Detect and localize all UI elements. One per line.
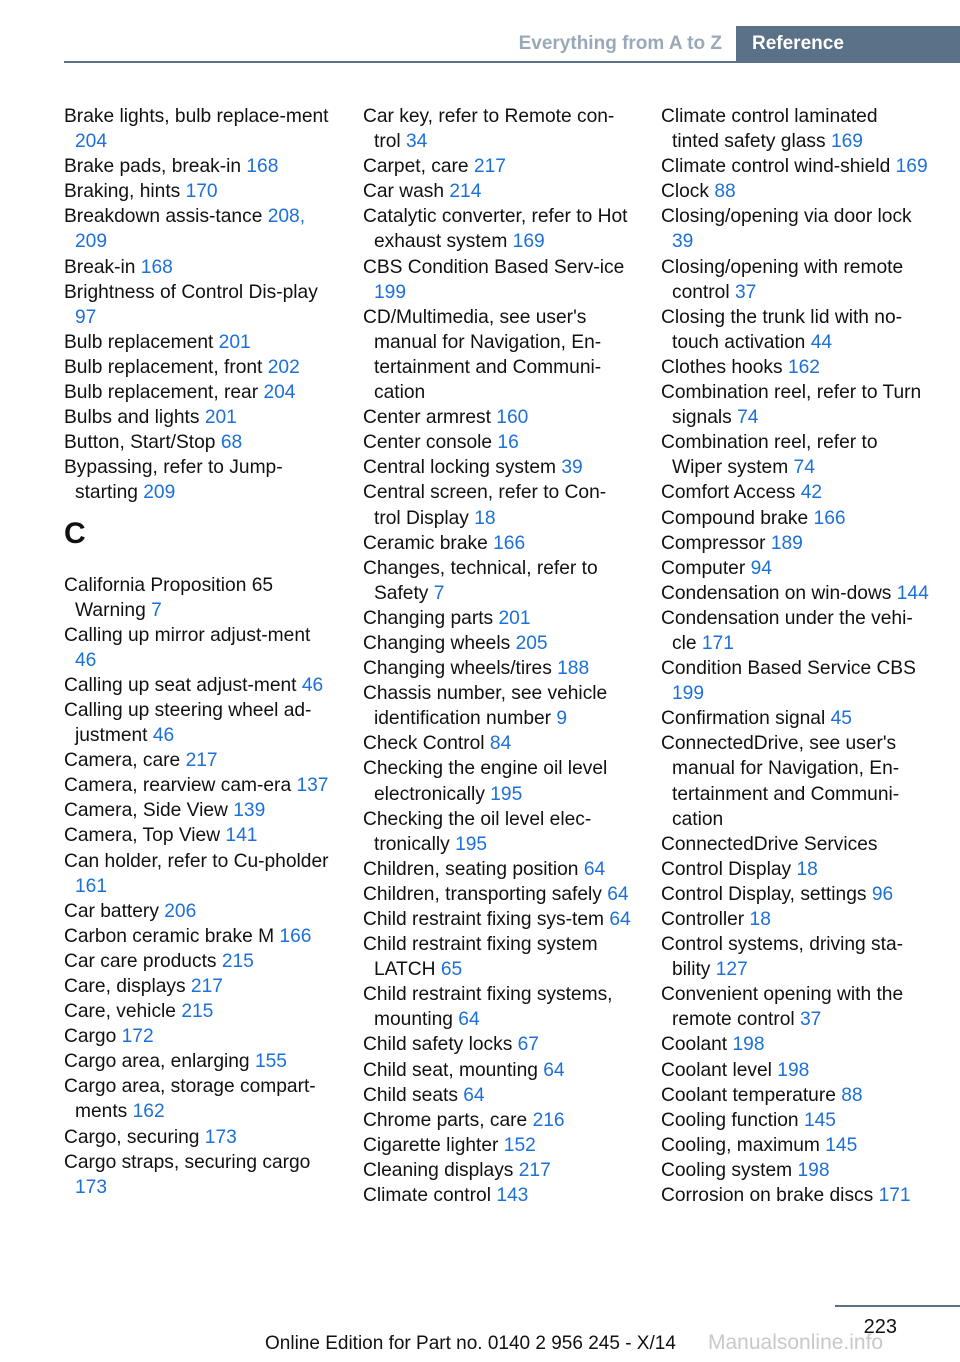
page-link[interactable]: 198 (777, 1059, 810, 1081)
page-link[interactable]: 162 (132, 1101, 165, 1123)
index-entry (661, 1133, 929, 1158)
index-entry (363, 1083, 631, 1108)
entry-term: CD/Multimedia, see user's manual for Navigation, En‐tertainment and Communi‐cation (363, 306, 602, 404)
page-link[interactable]: 166 (493, 532, 526, 554)
index-entry (661, 1183, 929, 1208)
page-link[interactable]: 44 (810, 331, 833, 353)
page-link[interactable]: 173 (75, 1176, 108, 1198)
entry-term: Child restraint fixing sys‐tem (363, 909, 604, 930)
entry-term: Computer (661, 557, 746, 579)
entry-term: Convenient opening with the remote control (661, 984, 904, 1031)
page-link[interactable]: 204 (263, 382, 296, 404)
page-link[interactable]: 208, 209 (75, 206, 306, 253)
page-link[interactable]: 64 (543, 1059, 565, 1081)
index-entry (661, 305, 929, 355)
entry-term: Ceramic brake (363, 532, 488, 554)
page-link[interactable]: 172 (121, 1026, 154, 1048)
page-link[interactable]: 18 (796, 858, 818, 880)
index-entry (661, 606, 929, 656)
page-link[interactable]: 94 (750, 557, 772, 579)
entry-term: Bulb replacement, rear (64, 382, 259, 404)
entry-term: Check Control (363, 733, 485, 755)
entry-term: Brake lights, bulb replace‐ment (64, 106, 329, 127)
index-entry (363, 606, 631, 631)
entry-term: Brightness of Control Dis‐play (64, 281, 318, 303)
page-link[interactable]: 199 (374, 281, 407, 303)
index-entry (64, 104, 332, 154)
index-column-3 (661, 104, 929, 1208)
index-entry (363, 305, 631, 405)
page-link[interactable]: 9 (556, 708, 568, 730)
entry-term: Cooling system (661, 1159, 793, 1181)
entry-term: Condensation under the vehi‐cle (661, 607, 913, 654)
entry-term: Cargo (64, 1026, 117, 1048)
index-entry (64, 1074, 332, 1124)
entry-term: ConnectedDrive Services (661, 833, 878, 855)
page-link[interactable]: 204 (75, 131, 108, 153)
index-entry (363, 1032, 631, 1057)
entry-term: Climate control laminated tinted safety glass (661, 106, 878, 153)
page-header (519, 26, 960, 62)
index-entry (64, 179, 332, 204)
entry-term: Changing wheels (363, 632, 511, 654)
page-link[interactable]: 96 (871, 883, 894, 905)
entry-term: Calling up mirror adjust‐ment (64, 624, 311, 646)
entry-term: Braking, hints (64, 181, 181, 203)
entry-term: Chrome parts, care (363, 1109, 528, 1131)
index-entry (363, 982, 631, 1032)
page-link[interactable]: 46 (75, 649, 97, 671)
index-entry (363, 857, 631, 882)
page-link[interactable]: 18 (749, 909, 771, 930)
index-entry (363, 1133, 631, 1158)
page-link[interactable]: 34 (406, 131, 428, 153)
page-link[interactable]: 64 (458, 1009, 480, 1031)
entry-term: Child restraint fixing systems, mounting (363, 984, 613, 1031)
index-entry (363, 556, 631, 606)
index-entry (363, 1158, 631, 1183)
index-entry (64, 380, 332, 405)
entry-term: Calling up steering wheel ad‐justment (64, 699, 312, 747)
page-link[interactable]: 169 (830, 131, 863, 153)
index-entry (64, 1024, 332, 1049)
entry-term: Cargo area, enlarging (64, 1051, 250, 1073)
entry-term: Central locking system (363, 457, 557, 479)
page-link[interactable]: 169 (895, 156, 928, 178)
entry-term: Calling up seat adjust‐ment (64, 674, 297, 696)
chapter-tab: Reference (736, 26, 960, 62)
entry-term: Cargo, securing (64, 1126, 200, 1148)
index-entry (363, 154, 631, 179)
page-link[interactable]: 171 (878, 1185, 911, 1207)
index-entry (661, 430, 929, 480)
page-link[interactable]: 139 (233, 800, 266, 822)
entry-term: Corrosion on brake discs (661, 1185, 874, 1207)
page-link[interactable]: 88 (714, 181, 736, 203)
entry-term: Children, seating position (363, 858, 579, 880)
index-entry (64, 823, 332, 848)
index-entry (363, 204, 631, 254)
entry-term: Central screen, refer to Con‐trol Display (363, 482, 607, 529)
index-entry (661, 1158, 929, 1183)
entry-term: Changing wheels/tires (363, 658, 552, 680)
index-entry (363, 179, 631, 204)
entry-term: Cargo area, storage compart‐ments (64, 1076, 316, 1123)
entry-term: Bulb replacement (64, 331, 214, 353)
entry-term: Confirmation signal (661, 708, 826, 730)
index-entry (64, 673, 332, 698)
index-entry (64, 430, 332, 455)
page-link[interactable]: 217 (473, 156, 506, 178)
page-link[interactable]: 39 (672, 231, 694, 253)
index-entry (363, 807, 631, 857)
entry-term: Control Display (661, 858, 792, 880)
index-entry (363, 405, 631, 430)
entry-term: Child seat, mounting (363, 1059, 538, 1081)
index-entry (363, 104, 631, 154)
index-entry (661, 506, 929, 531)
page-link[interactable]: 166 (279, 925, 312, 947)
page-link[interactable]: 88 (841, 1084, 863, 1106)
header-rule (64, 61, 960, 63)
page-link[interactable]: 217 (518, 1159, 551, 1181)
entry-term: Car battery (64, 900, 159, 922)
page-link[interactable]: 65 (440, 959, 463, 981)
page-link[interactable]: 171 (701, 632, 734, 654)
page-link[interactable]: 160 (496, 407, 529, 429)
index-entry (661, 355, 929, 380)
index-entry (661, 832, 929, 857)
entry-term: Car key, refer to Remote con‐trol (363, 106, 615, 153)
page-link[interactable]: 201 (218, 331, 251, 353)
index-entry (64, 849, 332, 899)
index-entry (64, 623, 332, 673)
index-entry (64, 1125, 332, 1150)
page-link[interactable]: 205 (515, 632, 548, 654)
page-link[interactable]: 144 (896, 582, 929, 604)
page-link[interactable]: 64 (607, 883, 629, 905)
entry-term: Comfort Access (661, 482, 796, 504)
entry-term: Chassis number, see vehicle identification number (363, 683, 608, 730)
index-entry (363, 531, 631, 556)
page-link[interactable]: 7 (151, 599, 162, 621)
page-link[interactable]: 188 (557, 658, 590, 680)
page-link[interactable]: 161 (75, 875, 108, 897)
entry-term: Coolant level (661, 1059, 772, 1081)
index-entry (363, 430, 631, 455)
index-entry (64, 949, 332, 974)
index-entry (363, 681, 631, 731)
page-link[interactable]: 46 (301, 674, 324, 696)
entry-term: Bulb replacement, front (64, 356, 263, 378)
page-link[interactable]: 141 (225, 825, 258, 847)
page-link[interactable]: 18 (474, 507, 496, 529)
index-entry (363, 882, 631, 907)
entry-term: Control systems, driving sta‐bility (661, 934, 904, 981)
entry-term: Can holder, refer to Cu‐pholder (64, 850, 329, 872)
page-link[interactable]: 168 (246, 156, 279, 178)
entry-term: Care, vehicle (64, 1001, 176, 1023)
entry-term: Child restraint fixing system LATCH (363, 934, 598, 981)
page-link[interactable]: 46 (152, 725, 175, 747)
index-entry (661, 204, 929, 254)
page-link[interactable]: 64 (609, 909, 631, 930)
index-entry (661, 982, 929, 1032)
page-link[interactable]: 216 (532, 1109, 565, 1131)
entry-term: Bulbs and lights (64, 407, 200, 429)
index-entry (661, 179, 929, 204)
page-link[interactable]: 74 (793, 457, 815, 479)
index-entry (363, 907, 631, 932)
index-entry (64, 748, 332, 773)
page-link[interactable]: 215 (181, 1001, 214, 1023)
index-entry (661, 531, 929, 556)
page-number: 223 (863, 1316, 897, 1338)
entry-term: Car wash (363, 181, 445, 203)
index-entry (363, 656, 631, 681)
index-entry (64, 154, 332, 179)
entry-term: Condition Based Service CBS (661, 658, 916, 680)
index-entry (64, 573, 332, 623)
entry-term: California Proposition 65 Warning (64, 574, 274, 621)
entry-term: Compound brake (661, 507, 809, 529)
entry-term: Camera, rearview cam‐era (64, 775, 292, 797)
page-link[interactable]: 16 (497, 432, 519, 454)
page-link[interactable]: 67 (517, 1034, 539, 1056)
index-entry (661, 932, 929, 982)
entry-term: Carpet, care (363, 156, 469, 178)
page-link[interactable]: 137 (296, 775, 329, 797)
entry-term: Clothes hooks (661, 356, 783, 378)
page-link[interactable]: 169 (512, 231, 545, 253)
index-column-1 (64, 104, 332, 1200)
entry-term: Combination reel, refer to Turn signals (661, 382, 922, 429)
index-entry (64, 899, 332, 924)
page-link[interactable]: 198 (797, 1159, 830, 1181)
page-link[interactable]: 45 (830, 708, 852, 730)
page-link[interactable]: 209 (143, 482, 176, 504)
index-entry (661, 1032, 929, 1057)
index-entry (363, 1058, 631, 1083)
entry-term: Closing/opening with remote control (661, 256, 904, 303)
entry-term: Cigarette lighter (363, 1134, 499, 1156)
entry-term: Climate control wind‐shield (661, 156, 891, 178)
index-entry (661, 857, 929, 882)
page-link[interactable]: 162 (787, 356, 820, 378)
entry-term: Controller (661, 909, 745, 930)
index-entry (661, 255, 929, 305)
index-entry (363, 455, 631, 480)
index-entry (64, 355, 332, 380)
entry-term: Children, transporting safely (363, 883, 602, 905)
index-entry (661, 1083, 929, 1108)
page-link[interactable]: 217 (185, 750, 218, 772)
index-entry (64, 698, 332, 748)
page-link[interactable]: 127 (715, 959, 748, 981)
index-entry (64, 974, 332, 999)
index-entry (661, 882, 929, 907)
page-link[interactable]: 68 (220, 432, 243, 454)
entry-term: Coolant temperature (661, 1084, 836, 1106)
page-link[interactable]: 173 (204, 1126, 237, 1148)
index-entry (64, 405, 332, 430)
entry-term: Condensation on win‐dows (661, 582, 892, 604)
page-link[interactable]: 143 (496, 1185, 529, 1207)
edition-note: Online Edition for Part no. 0140 2 956 245 - X/14 (265, 1333, 676, 1354)
page-link[interactable]: 202 (267, 356, 300, 378)
index-entry (64, 280, 332, 330)
index-entry (64, 999, 332, 1024)
entry-term: Camera, Side View (64, 800, 228, 822)
index-entry (64, 924, 332, 949)
page-link[interactable]: 37 (734, 281, 757, 303)
page-link[interactable]: 206 (164, 900, 197, 922)
index-entry (661, 581, 929, 606)
index-entry (363, 255, 631, 305)
entry-term: Clock (661, 181, 709, 203)
index-letter-heading: C (64, 516, 86, 550)
entry-term: Break-in (64, 256, 136, 278)
index-column-2 (363, 104, 631, 1208)
entry-term: Carbon ceramic brake M (64, 925, 275, 947)
index-entry (661, 104, 929, 154)
index-entry (661, 907, 929, 932)
index-entry (363, 932, 631, 982)
entry-term: Changes, technical, refer to Safety (363, 557, 598, 604)
entry-term: Car care products (64, 950, 217, 972)
page-link[interactable]: 201 (204, 407, 237, 429)
entry-term: Cleaning displays (363, 1159, 514, 1181)
index-entry (363, 731, 631, 756)
index-entry (363, 631, 631, 656)
entry-term: Cooling function (661, 1109, 799, 1131)
page-link[interactable]: 215 (221, 950, 254, 972)
page-link[interactable]: 97 (75, 306, 97, 328)
index-entry (64, 204, 332, 254)
page-link[interactable]: 195 (455, 833, 488, 855)
page-link[interactable]: 217 (190, 976, 223, 997)
footer-rule (835, 1305, 960, 1307)
page-link[interactable]: 195 (490, 783, 523, 805)
entry-term: Combination reel, refer to Wiper system (661, 432, 878, 479)
entry-term: Coolant (661, 1034, 728, 1056)
page-link[interactable]: 7 (433, 582, 445, 604)
index-entry (661, 656, 929, 706)
index-entry (363, 480, 631, 530)
entry-term: Closing the trunk lid with no-touch activation (661, 306, 903, 353)
entry-term: ConnectedDrive, see user's manual for Navigation, En‐tertainment and Communi‐cation (661, 733, 900, 830)
page-link[interactable]: 37 (799, 1009, 822, 1031)
entry-term: Child seats (363, 1084, 458, 1106)
entry-term: Cooling, maximum (661, 1134, 820, 1156)
index-entry (64, 798, 332, 823)
entry-term: Cargo straps, securing cargo (64, 1151, 311, 1173)
page-link[interactable]: 199 (672, 683, 705, 705)
entry-term: Checking the engine oil level electronically (363, 758, 608, 805)
entry-term: CBS Condition Based Serv‐ice (363, 256, 625, 278)
page-link[interactable]: 64 (583, 858, 606, 880)
index-entry (661, 480, 929, 505)
entry-term: Closing/opening via door lock (661, 206, 912, 228)
page-link[interactable]: 155 (254, 1051, 287, 1073)
page-link[interactable]: 170 (185, 181, 218, 203)
entry-term: Bypassing, refer to Jump-starting (64, 457, 283, 504)
page-link[interactable]: 214 (449, 181, 482, 203)
page-link[interactable]: 201 (498, 607, 531, 629)
entry-term: Center armrest (363, 407, 491, 429)
index-entry (661, 731, 929, 831)
entry-term: Care, displays (64, 976, 186, 997)
index-entry (661, 1058, 929, 1083)
entry-term: Changing parts (363, 607, 494, 629)
entry-term: Camera, Top View (64, 825, 221, 847)
page-link[interactable]: 64 (463, 1084, 485, 1106)
page-link[interactable]: 152 (503, 1134, 536, 1156)
index-entry (64, 255, 332, 280)
page-link[interactable]: 145 (803, 1109, 836, 1131)
page-link[interactable]: 168 (140, 256, 173, 278)
index-entry (661, 380, 929, 430)
index-entry (363, 1183, 631, 1208)
page-link[interactable]: 74 (737, 407, 759, 429)
page-link[interactable]: 42 (800, 482, 823, 504)
page-link[interactable]: 39 (561, 457, 583, 479)
index-entry (64, 1049, 332, 1074)
entry-term: Child safety locks (363, 1034, 513, 1056)
entry-term: Checking the oil level elec‐tronically (363, 808, 592, 855)
page-link[interactable]: 189 (770, 532, 803, 554)
page-link[interactable]: 84 (489, 733, 512, 755)
entry-term: Compressor (661, 532, 766, 554)
page-link[interactable]: 145 (825, 1134, 858, 1156)
entry-term: Catalytic converter, refer to Hot exhaust system (363, 206, 628, 253)
entry-term: Brake pads, break-in (64, 156, 242, 178)
index-entry (661, 154, 929, 179)
index-entry (661, 1108, 929, 1133)
entry-term: Button, Start/Stop (64, 432, 216, 454)
index-entry (64, 773, 332, 798)
index-entry (363, 1108, 631, 1133)
entry-term: Camera, care (64, 750, 181, 772)
index-entry (64, 330, 332, 355)
section-title: Everything from A to Z (518, 33, 722, 54)
entry-term: Control Display, settings (661, 883, 867, 905)
index-entry (661, 706, 929, 731)
index-entry (64, 455, 332, 505)
index-entry (661, 556, 929, 581)
entry-term: Center console (363, 432, 493, 454)
index-entry (64, 1150, 332, 1200)
page-link[interactable]: 198 (732, 1034, 765, 1056)
entry-term: Breakdown assis‐tance (64, 206, 263, 228)
page-link[interactable]: 166 (813, 507, 846, 529)
index-entry (363, 756, 631, 806)
watermark: Manualsonline.info (708, 1331, 884, 1354)
entry-term: Climate control (363, 1185, 491, 1207)
